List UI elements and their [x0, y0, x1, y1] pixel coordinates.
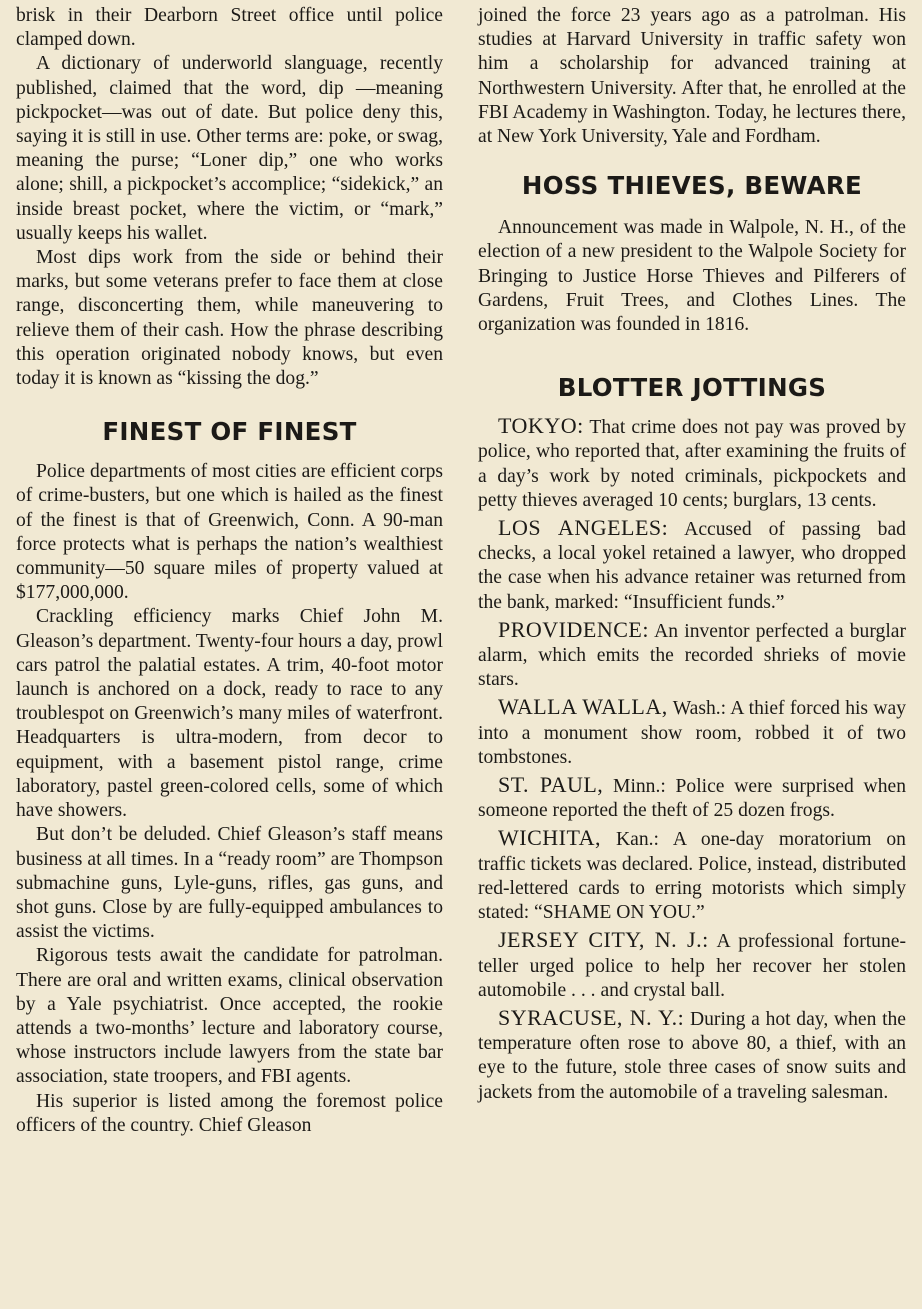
blotter-dateline: SYRACUSE, N. Y.:	[498, 1004, 685, 1030]
blotter-item-st-paul	[478, 773, 906, 823]
blotter-text: Wash.: A thief forced his way into a monument show room, robbed it of two tombstones.	[478, 698, 906, 768]
blotter-text: During a hot day, when the temperature often rose to above 80, a thief, with an eye to the future, stole three cases of snow suits and jackets from the automobile of a traveling salesman.	[478, 1008, 907, 1103]
blotter-dateline: WALLA WALLA,	[498, 694, 668, 720]
chief-gleason-continued-paragraph: joined the force 23 years ago as a patrolman. His studies at Harvard University in traffic safety won him a scholarship for advanced training at Northwestern University. After that, he enrolled at the FBI Academy in Washington. Today, he lectures there, at New York University, Yale and Fordham.	[478, 5, 906, 148]
blotter-dateline: LOS ANGELES:	[498, 515, 669, 541]
blotter-item-syracuse	[478, 1006, 906, 1105]
left-column	[16, 0, 443, 1138]
blotter-item-los-angeles	[478, 516, 906, 615]
blotter-text: Minn.: Police were surprised when someone reported the theft of 25 dozen frogs.	[478, 776, 906, 822]
finest-of-finest-heading: FINEST OF FINEST	[102, 417, 357, 447]
walpole-society-paragraph: Announcement was made in Walpole, N. H., of the election of a new president to the Walpole Society for Bringing to Justice Horse Thieves and Pilferers of Gardens, Fruit Trees, and Clothes Lines. The organization was founded in 1816.	[478, 217, 906, 336]
ready-room-paragraph: But don’t be deluded. Chief Gleason’s staff means business at all times. In a “ready room” are Thompson submachine guns, Lyle-guns, rifles, gas guns, and shot guns. Close by are fully-equipped ambulances to assist the victims.	[16, 824, 443, 943]
continued-paragraph-pickpockets: brisk in their Dearborn Street office until police clamped down.	[16, 5, 443, 51]
efficiency-paragraph: Crackling efficiency marks Chief John M. Gleason’s department. Twenty-four hours a day, prowl cars patrol the palatial estates. A trim, 40-foot motor launch is anchored on a dock, ready to race to any troublespot on Greenwich’s many miles of waterfront. Headquarters is ultra-modern, from decor to equipment, with a basement pistol range, crime laboratory, pastel green-colored cells, some of which have showers.	[16, 606, 443, 822]
blotter-dateline: TOKYO:	[498, 413, 584, 439]
greenwich-intro-paragraph: Police departments of most cities are efficient corps of crime-busters, but one which is hailed as the finest of the finest is that of Greenwich, Conn. A 90-man force protects what is perhaps the nation’s wealthiest community—50 square miles of property valued at $177,000,000.	[16, 461, 443, 604]
slang-paragraph: A dictionary of underworld slanguage, recently published, claimed that the word, dip —meaning pickpocket—was out of date. But police deny this, saying it is still in use. Other terms are: poke, or swag, meaning the purse; “Loner dip,” one who works alone; shill, a pickpocket’s accomplice; “sidekick,” an inside breast pocket, where the victim, or “mark,” usually keeps his wallet.	[16, 53, 443, 244]
blotter-dateline: PROVIDENCE:	[498, 616, 649, 642]
patrolman-tests-paragraph: Rigorous tests await the candidate for patrolman. There are oral and written exams, clinical observation by a Yale psychiatrist. Once accepted, the rookie attends a two-months’ lecture and laboratory course, whose instructors include lawyers from the state bar association, state troopers, and FBI agents.	[16, 945, 443, 1088]
chief-gleason-paragraph: His superior is listed among the foremost police officers of the country. Chief Gleason	[16, 1090, 443, 1136]
blotter-text: That crime does not pay was proved by police, who reported that, after examining the fruits of a day’s work by noted criminals, pickpockets and petty thieves averaged 10 cents; burglars, 13 cents.	[478, 417, 907, 511]
blotter-text: An inventor perfected a burglar alarm, which emits the recorded shrieks of movie stars.	[478, 620, 906, 691]
blotter-dateline: WICHITA,	[498, 825, 602, 851]
blotter-item-jersey-city	[478, 928, 906, 1003]
blotter-dateline: JERSEY CITY, N. J.:	[498, 927, 709, 953]
blotter-jottings-heading: BLOTTER JOTTINGS	[557, 373, 827, 403]
blotter-item-wichita	[478, 826, 906, 925]
blotter-dateline: ST. PAUL,	[498, 772, 604, 798]
right-column	[478, 0, 906, 1105]
blotter-item-walla-walla	[478, 695, 906, 770]
blotter-item-providence	[478, 618, 906, 693]
blotter-text: Kan.: A one-day moratorium on traffic tickets was declared. Police, instead, distributed red-lettered cards to erring motorists which simply stated: “SHAME ON YOU.”	[478, 829, 906, 924]
hoss-thieves-heading: HOSS THIEVES, BEWARE	[521, 171, 863, 201]
blotter-text: A professional fortune-teller urged police to help her recover her stolen automobile . . . and crystal ball.	[478, 931, 906, 1001]
blotter-text: Accused of passing bad checks, a local yokel retained a lawyer, who dropped the case when his advance retainer was returned from the bank, marked: “Insufficient funds.”	[478, 519, 906, 613]
kissing-the-dog-paragraph: Most dips work from the side or behind their marks, but some veterans prefer to face them at close range, disconcerting them, while maneuvering to relieve them of their cash. How the phrase describing this operation originated nobody knows, but even today it is known as “kissing the dog.”	[16, 247, 443, 390]
blotter-item-tokyo	[478, 414, 906, 513]
